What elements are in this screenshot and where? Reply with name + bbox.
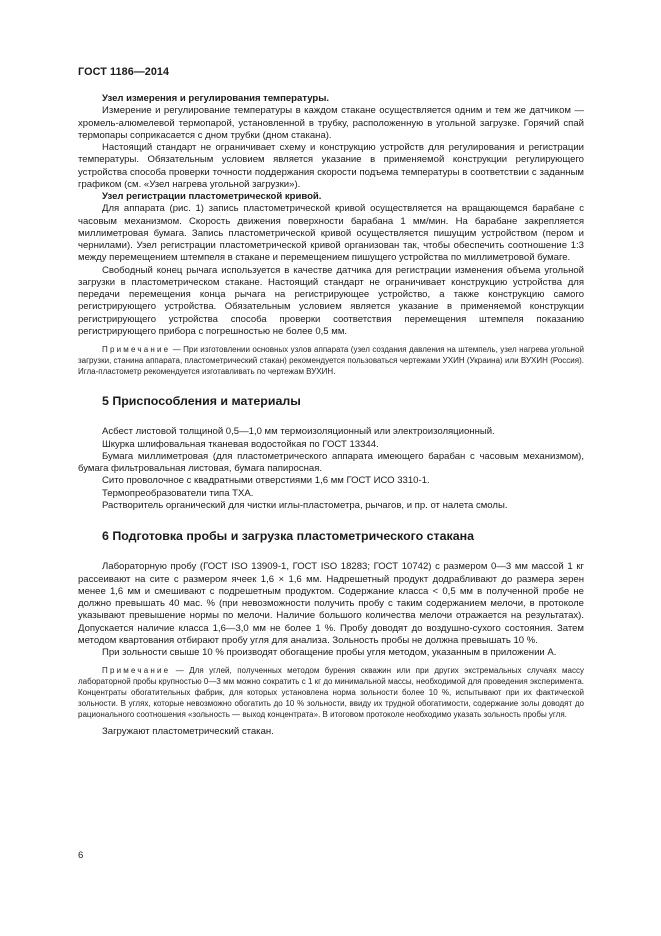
- paragraph: При зольности свыше 10 % производят обогащение пробы угля методом, указанным в приложении А.: [102, 647, 557, 658]
- list-item: Асбест листовой толщиной 0,5—1,0 мм термоизоляционный или электроизоляционный.: [102, 426, 495, 438]
- list-item: Термопреобразователи типа ТХА.: [102, 487, 254, 499]
- section-title-5: 5 Приспособления и материалы: [102, 394, 301, 408]
- paragraph: Лабораторную пробу (ГОСТ ISO 13909-1, ГОСТ ISO 18283; ГОСТ 10742) с размером 0—3 мм массой 1 кг рассеивают на сите с размером ячеек 1,6 × 1,6 мм. Надрешетный продукт додрабливают до размера зерен менее 1,6 мм и смешивают с подрешетным продуктом. Содержание класса < 0,5 мм в полученной пробе не должно превышать 40 мас. % (при невозможности получить пробу с таким содержанием мелочи, в протоколе указывают превышение нормы по мелочи. Наличие большого количества мелочи отражается на результатах). Допускается наличие класса 1,6—3,0 мм не более 1 %. Пробу доводят до воздушно-сухого состояния. Затем методом квартования отбирают пробу угля для анализа. Зольность пробы не должна превышать 10 %.: [78, 561, 584, 646]
- note-text: — Для углей, полученных методом бурения скважин или при других экстремальных случаях массу лабораторной пробы крупностью 0—3 мм можно сократить с 1 кг до минимальной массы, необходимой для проведения эксперимента. Концентраты обогатительных фабрик, для которых установлена норма зольности более 10 %, испытывают при их фактической зольности. В углях, которые невозможно обогатить до 10 % зольности, ввиду их трудной обогатимости, содержание золы доводят до рационального соотношения «зольность — выход концентрата». В итоговом протоколе необходимо указать зольность пробы угля.: [78, 666, 584, 720]
- paragraph: Свободный конец рычага используется в качестве датчика для регистрации изменения объема угольной загрузки в пластометрическом стакане. Настоящий стандарт не ограничивает конструкцию устройства для передачи перемещения конца рычага на регистрирующее устройство, а также конструкцию самого регистрирующего устройства. Обязательным условием является указание в применяемой конструкции регистрирующего устройства способа проверки соответствия перемещения штемпеля показанию регистрирующего прибора с погрешностью не более 0,5 мм.: [78, 264, 584, 337]
- list-item: Бумага миллиметровая (для пластометрического аппарата имеющего барабан с часовым механизмом), бумага фильтровальная листовая, бумага папиросная.: [78, 450, 584, 474]
- page-number: 6: [78, 850, 84, 861]
- paragraph: Измерение и регулирование температуры в каждом стакане осуществляется одним и тем же датчиком — хромель-алюмелевой термопарой, установленной в трубку, расположенную в угольной загрузке. Горячий спай термопары соприкасается с дном трубки (дном стакана).: [78, 105, 584, 141]
- list-item: Растворитель органический для чистки иглы-пластометра, рычагов, и пр. от налета смолы.: [102, 499, 508, 511]
- paragraph: Для аппарата (рис. 1) запись пластометрической кривой осуществляется на вращающемся барабане с часовым механизмом. Скорость движения поверхности барабана 1 мм/мин. На барабане закрепляется миллиметровая бумага. Запись пластометрической кривой осуществляется пишущим устройством (пером и чернилами). Узел регистрации пластометрической кривой организован так, чтобы обеспечить соотношение 1:3 между перемещением штемпеля в стакане и перемещением пишущего устройства по миллиметровой бумаге.: [78, 203, 584, 264]
- list-item: Шкурка шлифовальная тканевая водостойкая по ГОСТ 13344.: [102, 438, 379, 450]
- paragraph: Загружают пластометрический стакан.: [102, 726, 274, 738]
- note-label: Примечание: [102, 345, 171, 354]
- note: [78, 665, 584, 720]
- list-item: Сито проволочное с квадратными отверстиями 1,6 мм ГОСТ ИСО 3310-1.: [102, 475, 430, 487]
- note-text: — При изготовлении основных узлов аппарата (узел создания давления на штемпель, узел нагрева угольной загрузки, станина аппарата, пластометрический стакан) рекомендуется пользоваться чертежами УХИН (Украина) или ВУХИН (Россия). Игла-пластометр рекомендуется изготавливать по чертежам ВУХИН.: [78, 345, 584, 376]
- section-title-6: 6 Подготовка пробы и загрузка пластометрического стакана: [102, 529, 474, 543]
- subheading-temperature-unit: Узел измерения и регулирования температуры.: [102, 93, 330, 104]
- document-header: ГОСТ 1186—2014: [78, 66, 170, 78]
- document-body: [78, 93, 584, 739]
- note: [78, 344, 584, 377]
- note-label: Примечание: [102, 666, 171, 676]
- subheading-curve-registration-unit: Узел регистрации пластометрической кривой.: [102, 191, 322, 202]
- paragraph: Настоящий стандарт не ограничивает схему и конструкцию устройств для регулирования и регистрации температуры. Обязательным условием является указание в применяемой конструкции регулирующего устройства способа проверки точности поддержания скорости подъема температуры в соответствии с заданным графиком (см. «Узел нагрева угольной загрузки»).: [78, 142, 584, 190]
